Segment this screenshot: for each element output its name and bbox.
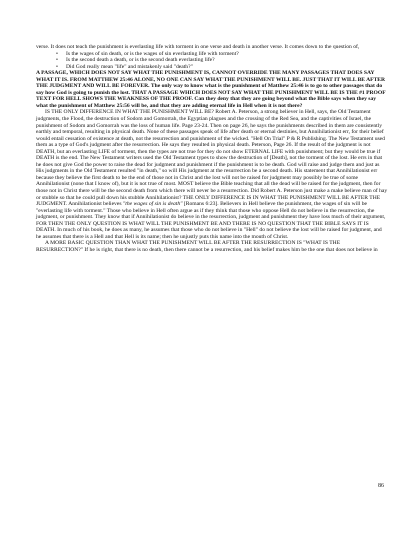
italic-quote: "the wages of sin is death" bbox=[122, 201, 183, 208]
bold-emphasis-paragraph: A PASSAGE, WHICH DOES NOT SAY WHAT THE PUNISHMENT IS, CANNOT OVERRIDE THE MANY PASSAGES THAT DOES SAY WHAT IT IS. FROM MATTHEW 25:46 ALONE, NO ONE CAN SAY WHAT THE PUNISHMENT WILL BE. JUST THAT IT WILL BE AFTER THE JUDGMENT AND WILL BE FOREVER. The only way to know what is the punishment of Matthew 25:46 is to go to other passages that do say how God is going to punish the lost. THAT A PASSAGE WHICH DOES NOT SAY WHAT THE PUNISHMENT WILL BE IS THE #1 PROOF TEXT FOR HELL SHOWS THE WEAKNESS OF THE PROOF. Can they deny that they are going beyond what the Bible says when they say what the punishment of Matthew 25:56 will be, and that they are adding eternal life in Hell when it is not there? bbox=[36, 70, 386, 109]
intro-paragraph: verse. It does not teach the punishment is everlasting life with torment in one verse and death in another verse. It comes down to the question of, bbox=[36, 44, 360, 50]
list-item: • Did God really mean "life" and mistakenly said "death?" bbox=[66, 64, 388, 71]
paragraph-text: [Romans 6:23]. Believers in Hell believe the punishment, the wages of sin will be "everlasting life with torment." Those who believe in Hell often argue as if they think that those who oppose Hell do not believe in the resurrection, the judgment, or punishment. They know that if Annihilationist do believe in the resurrection, judgment and punishment they have loss much of their argument, FOR THEN THE ONLY QUESTION IS WHAT WILL THE PUNISHMENT BE AND THERE IS NO QUESTION THAT THE BIBLE SAYS IT IS DEATH. In much of his book, he does as many, he assumes that those who do not believe in "Hell" do not believe the lost will be raised for judgment, and he assumes that there is a Hell and that Hell is its name; then he unjustly puts this name into the mouth of Christ. bbox=[36, 201, 386, 240]
page-number: 86 bbox=[378, 483, 384, 489]
body-paragraph-resurrection: A MORE BASIC QUESTION THAN WHAT THE PUNISHMENT WILL BE AFTER THE RESURRECTION IS "WHAT IS THE RESURRECTION?" If he is right, that there is no death, then there cannot be a resurrection, and his belief makes him be the one that does not believe in bbox=[36, 240, 378, 253]
list-item: • Is the wages of sin death, or is the wages of sin everlasting life with torment? bbox=[66, 51, 388, 58]
paragraph-text: IS THE ONLY DIFFERENCE IN WHAT THE PUNISHMENT WILL BE? Robert A. Peterson, a strong believer in Hell, says, the Old Testament judgments, the Flood, the destruction of Sodom and Gomorrah, the Egyptian plagues and the crossing of the Red Sea, and the captivities of Israel, the punishment of Sodom and Gomorrah was the loss of human life. Page 23-24. Then on page 26, he says the punishments described in them are consistently earthly and temporal, resulting in physical death. None of these passages speak of life after death or eternal destinies, but Annihilationist err, for their belief would entail cessation of existence at death, not the resurrection and punishment of the wicked. "Hell On Trial" P & R Publishing. The New Testament used them as a type of God's judgment after the resurrection. He says they resulted in physical death. Peterson, Page 26. If the result of the judgment is not DEATH, but an everlasting LIFE of torment, then the types are not true for they do not show ETERNAL LIFE with punishment; but they would be true if DEATH is the end. The New Testament writers used the Old Testament types to show the destruction of [Death], not the torment of the lost. He errs in that he does not give God the power to raise the dead for judgment and punishment if the punishment is to be death. God will raise and judge them and just as His judgments in the Old Testament resulted "in death," so will His judgment at the resurrection be a second death. His statement that Annihilationist err because they believe the first death to be the end of those not in Christ and the lost will not be raised for judgment may possibly be true of some Annihilationist (none that I know of), but it is not true of most. MOST believe the Bible teaching that all the dead will be raised for the judgment, then for those not in Christ there will be the second death from which there will never be a resurrection. Did Robert A. Peterson just make a make believe man of hay or stubble so that he could pull down his stubble Annihilationist? THE ONLY DIFFERENCE IS IN WHAT THE PUNISHMENT WILL BE AFTER THE JUDGMENT. Annihilationist believes bbox=[36, 109, 388, 208]
body-paragraph-difference bbox=[36, 109, 388, 240]
list-item: • Is the second death a death, or is the second death everlasting life? bbox=[66, 57, 388, 64]
document-page bbox=[36, 44, 388, 254]
question-list bbox=[36, 51, 388, 71]
